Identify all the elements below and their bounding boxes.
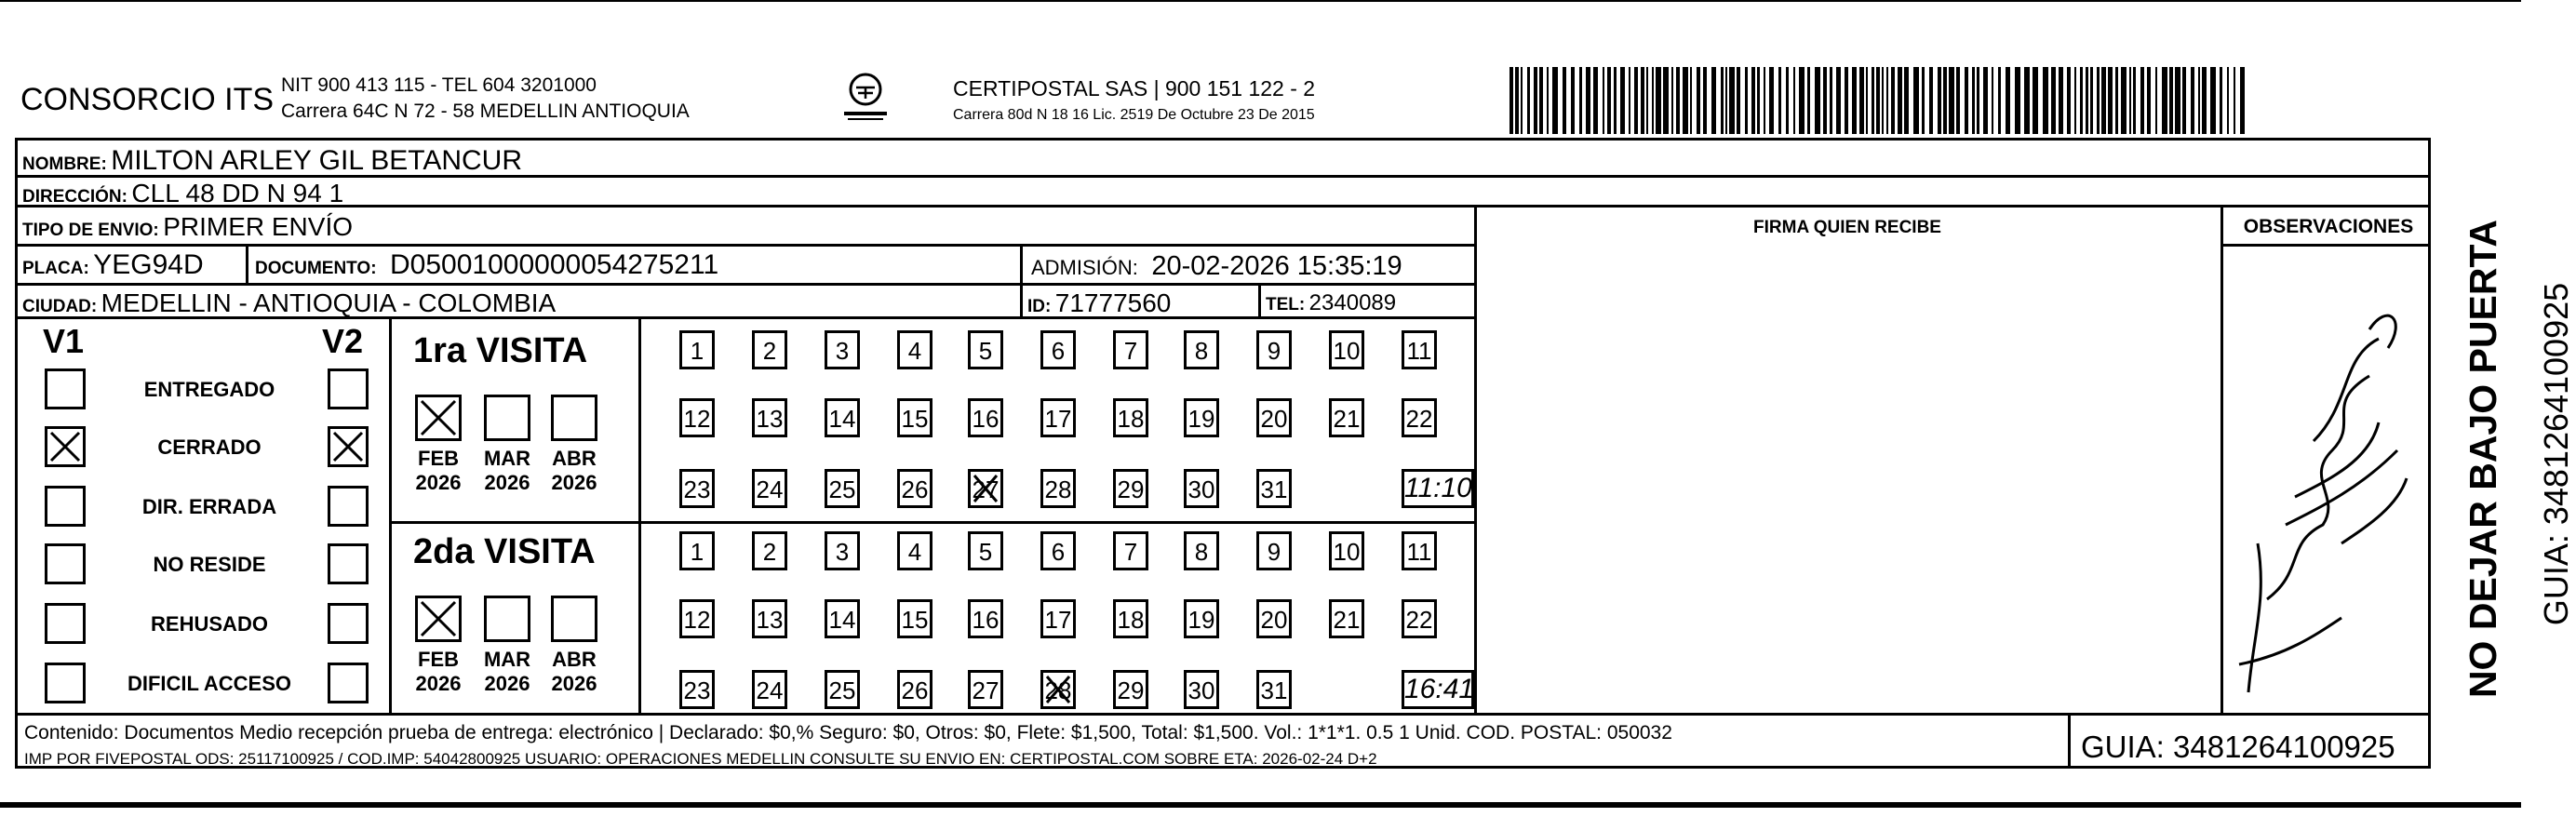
col-divider — [2068, 713, 2071, 769]
recipient-signature — [2230, 264, 2425, 707]
plate-label: PLACA: — [22, 259, 89, 278]
v2-checkbox[interactable] — [328, 486, 369, 527]
month-label: FEB 2026 — [415, 648, 462, 695]
month-checkbox[interactable] — [551, 395, 597, 441]
contents-line: Contenido: Documentos Medio recepción prueba de entrega: electrónico | Declarado: $0,% Seguro: $0, Otros: $0, Flete: $1,500, Total: $1,500. Vol.: 1*1*1. 0.5 1 Unid. COD. POSTAL: 050032 — [24, 722, 1672, 743]
plate-cell — [22, 249, 204, 281]
carrier-info: CERTIPOSTAL SAS | 900 151 122 - 2 — [953, 76, 1316, 100]
day-box[interactable]: 15 — [897, 599, 932, 638]
status-label: CERRADO — [157, 435, 262, 459]
tel-value: 2340089 — [1308, 290, 1397, 315]
day-box[interactable]: 5 — [968, 330, 1003, 369]
col-divider — [638, 316, 641, 713]
tel-label: TEL: — [1266, 295, 1306, 315]
v1-checkbox[interactable] — [45, 663, 86, 703]
day-box[interactable]: 30 — [1184, 469, 1219, 508]
col-divider — [1258, 283, 1261, 316]
day-box[interactable]: 19 — [1184, 398, 1219, 437]
side-guide: GUIA: 3481264100925 — [2537, 282, 2575, 626]
day-box[interactable]: 26 — [897, 670, 932, 709]
day-box[interactable]: 12 — [679, 398, 715, 437]
side-warning: NO DEJAR BAJO PUERTA — [2462, 219, 2504, 699]
day-box[interactable]: 10 — [1329, 531, 1364, 570]
day-box[interactable]: 25 — [825, 670, 860, 709]
visit1-title: 1ra VISITA — [413, 331, 588, 370]
document-cell — [255, 249, 718, 281]
bottom-edge-line — [0, 802, 2521, 808]
document-label: DOCUMENTO: — [255, 259, 377, 278]
day-box[interactable]: 2 — [752, 330, 787, 369]
day-box[interactable]: 31 — [1256, 469, 1292, 508]
day-box[interactable]: 17 — [1040, 398, 1076, 437]
day-box[interactable]: 14 — [825, 599, 860, 638]
name-label: NOMBRE: — [22, 154, 107, 174]
col-divider — [1474, 205, 1477, 713]
id-label: ID: — [1027, 297, 1052, 316]
row-divider — [2220, 244, 2431, 247]
v1-checkbox[interactable] — [45, 426, 86, 467]
id-cell — [1027, 288, 1171, 318]
v1-header: V1 — [43, 322, 85, 360]
admission-value: 20-02-2026 15:35:19 — [1151, 251, 1402, 281]
day-box[interactable]: 21 — [1329, 398, 1364, 437]
day-box[interactable]: 27 — [968, 469, 1003, 508]
day-box[interactable]: 20 — [1256, 599, 1292, 638]
day-box[interactable]: 22 — [1402, 398, 1437, 437]
day-box[interactable]: 16 — [968, 599, 1003, 638]
company-nit: NIT 900 413 115 - TEL 604 3201000 — [281, 74, 597, 96]
city-value: MEDELLIN - ANTIOQUIA - COLOMBIA — [101, 288, 557, 317]
col-divider — [1020, 244, 1023, 316]
day-box[interactable]: 6 — [1040, 531, 1076, 570]
day-box[interactable]: 25 — [825, 469, 860, 508]
name-row — [22, 145, 522, 177]
day-box[interactable]: 21 — [1329, 599, 1364, 638]
day-box[interactable]: 5 — [968, 531, 1003, 570]
v2-checkbox[interactable] — [328, 603, 369, 644]
day-box[interactable]: 1 — [679, 330, 715, 369]
day-box[interactable]: 2 — [752, 531, 787, 570]
barcode — [1509, 67, 2247, 134]
status-label: ENTREGADO — [143, 378, 275, 401]
day-box[interactable]: 9 — [1256, 330, 1292, 369]
col-divider — [246, 244, 248, 283]
day-box[interactable]: 16 — [968, 398, 1003, 437]
month-checkbox[interactable] — [415, 596, 462, 642]
status-label: DIFICIL ACCESO — [127, 672, 291, 695]
admission-cell — [1031, 251, 1402, 282]
v1-checkbox[interactable] — [45, 603, 86, 644]
carrier-address: Carrera 80d N 18 16 Lic. 2519 De Octubre 23 De 2015 — [953, 107, 1315, 123]
tel-cell — [1266, 290, 1396, 316]
month-checkbox[interactable] — [484, 596, 530, 642]
id-value: 71777560 — [1054, 288, 1172, 317]
month-label: ABR 2026 — [551, 648, 597, 695]
v1-checkbox[interactable] — [45, 368, 86, 409]
certipostal-logo — [842, 71, 889, 123]
observations-header: OBSERVACIONES — [2243, 216, 2414, 237]
day-box[interactable]: 31 — [1256, 670, 1292, 709]
day-box[interactable]: 6 — [1040, 330, 1076, 369]
day-box[interactable]: 24 — [752, 469, 787, 508]
signature-header: FIRMA QUIEN RECIBE — [1753, 218, 1941, 237]
day-box[interactable]: 4 — [897, 330, 932, 369]
col-divider — [2220, 205, 2223, 713]
day-box[interactable]: 30 — [1184, 670, 1219, 709]
visit-time[interactable]: 16:41 — [1402, 670, 1474, 709]
day-box[interactable]: 8 — [1184, 531, 1219, 570]
day-box[interactable]: 11 — [1402, 330, 1437, 369]
v1-checkbox[interactable] — [45, 486, 86, 527]
day-box[interactable]: 4 — [897, 531, 932, 570]
company-name: CONSORCIO ITS — [20, 82, 275, 117]
month-label: MAR 2026 — [483, 447, 531, 494]
day-box[interactable]: 3 — [825, 330, 860, 369]
day-box[interactable]: 11 — [1402, 531, 1437, 570]
document-value: D05001000000054275211 — [390, 249, 719, 280]
day-box[interactable]: 10 — [1329, 330, 1364, 369]
footer-guide: GUIA: 3481264100925 — [2081, 730, 2395, 764]
address-row — [22, 179, 343, 208]
visit-time[interactable]: 11:10 — [1402, 469, 1474, 508]
v1-checkbox[interactable] — [45, 543, 86, 584]
day-box[interactable]: 9 — [1256, 531, 1292, 570]
row-divider — [15, 283, 1474, 286]
status-label: NO RESIDE — [153, 553, 266, 576]
day-box[interactable]: 8 — [1184, 330, 1219, 369]
month-checkbox[interactable] — [415, 395, 462, 441]
month-label: MAR 2026 — [483, 648, 531, 695]
shipping-label: TIPO DE ENVIO: — [22, 221, 159, 240]
v2-checkbox[interactable] — [328, 368, 369, 409]
admission-label: ADMISIÓN: — [1031, 256, 1138, 279]
day-box[interactable]: 3 — [825, 531, 860, 570]
month-label: FEB 2026 — [415, 447, 462, 494]
v2-checkbox[interactable] — [328, 663, 369, 703]
day-box[interactable]: 23 — [679, 469, 715, 508]
top-edge-line — [0, 0, 2521, 2]
day-box[interactable]: 14 — [825, 398, 860, 437]
address-value: CLL 48 DD N 94 1 — [131, 179, 344, 208]
city-cell — [22, 288, 556, 318]
v2-header: V2 — [322, 322, 364, 360]
visit-divider — [389, 521, 1474, 524]
day-box[interactable]: 18 — [1113, 599, 1148, 638]
day-box[interactable]: 24 — [752, 670, 787, 709]
company-address: Carrera 64C N 72 - 58 MEDELLIN ANTIOQUIA — [281, 100, 690, 122]
city-label: CIUDAD: — [22, 297, 98, 316]
side-text-area — [2436, 140, 2575, 810]
day-box[interactable]: 22 — [1402, 599, 1437, 638]
day-box[interactable]: 29 — [1113, 469, 1148, 508]
day-box[interactable]: 18 — [1113, 398, 1148, 437]
day-box[interactable]: 28 — [1040, 469, 1076, 508]
status-label: REHUSADO — [151, 612, 268, 636]
day-box[interactable]: 23 — [679, 670, 715, 709]
row-divider — [15, 244, 1474, 247]
day-box[interactable]: 27 — [968, 670, 1003, 709]
day-box[interactable]: 19 — [1184, 599, 1219, 638]
shipping-row — [22, 212, 353, 242]
shipping-value: PRIMER ENVÍO — [163, 212, 354, 241]
plate-value: YEG94D — [93, 249, 204, 280]
name-value: MILTON ARLEY GIL BETANCUR — [111, 145, 523, 176]
row-divider — [15, 205, 2431, 208]
day-box[interactable]: 7 — [1113, 531, 1148, 570]
month-checkbox[interactable] — [551, 596, 597, 642]
v2-checkbox[interactable] — [328, 543, 369, 584]
status-label: DIR. ERRADA — [141, 495, 277, 518]
day-box[interactable]: 20 — [1256, 398, 1292, 437]
v2-checkbox[interactable] — [328, 426, 369, 467]
day-box[interactable]: 12 — [679, 599, 715, 638]
day-box[interactable]: 7 — [1113, 330, 1148, 369]
day-box[interactable]: 13 — [752, 599, 787, 638]
day-box[interactable]: 29 — [1113, 670, 1148, 709]
address-label: DIRECCIÓN: — [22, 187, 127, 207]
day-box[interactable]: 1 — [679, 531, 715, 570]
col-divider — [389, 316, 392, 713]
day-box[interactable]: 15 — [897, 398, 932, 437]
day-box[interactable]: 17 — [1040, 599, 1076, 638]
day-box[interactable]: 13 — [752, 398, 787, 437]
visit2-title: 2da VISITA — [413, 532, 596, 571]
day-box[interactable]: 28 — [1040, 670, 1076, 709]
imp-line: IMP POR FIVEPOSTAL ODS: 25117100925 / COD.IMP: 54042800925 USUARIO: OPERACIONES MEDELLIN CONSULTE SU ENVIO EN: CERTIPOSTAL.COM SOBRE ETA: 2026-02-24 D+2 — [24, 750, 1377, 768]
day-box[interactable]: 26 — [897, 469, 932, 508]
month-label: ABR 2026 — [551, 447, 597, 494]
month-checkbox[interactable] — [484, 395, 530, 441]
